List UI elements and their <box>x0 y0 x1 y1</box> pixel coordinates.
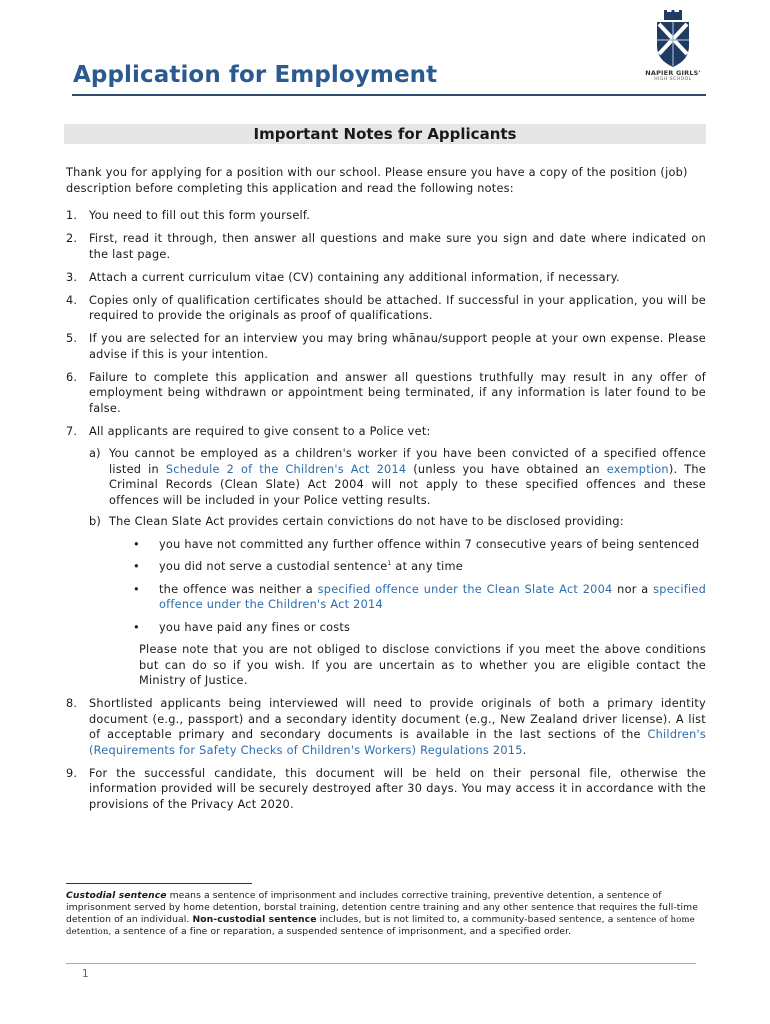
item-text: You need to fill out this form yourself. <box>89 209 311 222</box>
school-crest-icon <box>653 10 693 68</box>
list-item <box>66 208 706 224</box>
footnote-text: a sentence of a fine or reparation, a suspended sentence of imprisonment, and a specified order. <box>111 926 572 937</box>
footnote-text: includes, but is not limited to, a community-based sentence, a <box>316 914 617 925</box>
list-item <box>66 370 706 417</box>
item-number: 5. <box>66 332 78 345</box>
logo-school-name: NAPIER GIRLS' <box>645 69 701 77</box>
item-number: 7. <box>66 424 78 438</box>
list-item <box>66 331 706 362</box>
item-text: Copies only of qualification certificates should be attached. If successful in your application, you will be required to provide the originals as proof of qualifications. <box>89 293 706 322</box>
bullet-text: the offence was neither a <box>159 582 318 596</box>
page-footer-divider <box>66 963 696 964</box>
bullet-icon: • <box>133 620 140 634</box>
item-number: 3. <box>66 270 78 284</box>
police-vet-sublist <box>89 446 706 689</box>
exemption-link[interactable]: exemption <box>606 462 669 476</box>
list-item-privacy <box>66 766 706 813</box>
item-text: For the successful candidate, this document will be held on their personal file, otherwise the information provided will be securely destroyed after 30 days. You may access it in accordance with the provisions of the Privacy Act 2020. <box>89 766 706 811</box>
page-number: 1 <box>82 968 89 980</box>
item-number: 1. <box>66 209 78 222</box>
list-item <box>66 270 706 286</box>
footnote-marker[interactable]: 1 <box>387 560 392 568</box>
safety-checks-regulations-link[interactable]: Children's (Requirements for Safety Checks of Children's Workers) Regulations 2015 <box>89 728 706 757</box>
list-item <box>66 293 706 324</box>
disclosure-note: Please note that you are not obliged to disclose convictions if you meet the above conditions but can do so if you wish. If you are uncertain as to whether you are eligible contact the Ministry of Justice. <box>139 643 706 687</box>
bullet-item <box>109 559 706 575</box>
bullet-text: you have not committed any further offence within 7 consecutive years of being sentenced <box>159 537 700 551</box>
sub-item-text: ). The Criminal Records (Clean Slate) Act 2004 will not apply to these specified offences and these offences will be included in your Police vetting results. <box>109 462 706 507</box>
notes-content <box>66 165 706 820</box>
sub-item-text: The Clean Slate Act provides certain convictions do not have to be disclosed providing: <box>109 515 624 528</box>
list-item-identity-documents <box>66 696 706 758</box>
item-text: Failure to complete this application and answer all questions truthfully may result in any offer of employment being withdrawn or appointment being terminated, if any information is later found to be false. <box>89 370 706 415</box>
bullet-text: at any time <box>391 560 463 573</box>
footnote-text: sentence of home detention, <box>66 915 695 937</box>
page-title: Application for Employment <box>73 62 438 88</box>
sub-item-letter: b) <box>89 515 102 528</box>
bullet-item <box>109 537 706 553</box>
bullet-icon: • <box>133 560 140 573</box>
clean-slate-conditions <box>109 537 706 636</box>
bullet-text: you did not serve a custodial sentence <box>159 560 388 573</box>
notes-heading: Important Notes for Applicants <box>64 124 706 144</box>
list-item-police-vet <box>66 424 706 689</box>
item-text: Shortlisted applicants being interviewed will need to provide originals of both a primary identity document (e.g., passport) and a secondary identity document (e.g., New Zealand driver license). A list of acceptable primary and secondary documents is available in the last sections of the <box>89 697 706 741</box>
footnote-term: Non-custodial sentence <box>192 914 317 925</box>
item-text: Attach a current curriculum vitae (CV) containing any additional information, if necessary. <box>89 270 620 284</box>
item-number: 4. <box>66 293 78 307</box>
notes-list <box>66 208 706 812</box>
footnote-term: Custodial sentence <box>66 890 167 901</box>
item-text: If you are selected for an interview you may bring whānau/support people at your own expense. Please advise if this is your intention. <box>89 332 706 361</box>
bullet-icon: • <box>133 582 140 596</box>
item-text: All applicants are required to give consent to a Police vet: <box>89 424 431 438</box>
sub-item-b <box>89 514 706 689</box>
item-number: 2. <box>66 232 78 245</box>
intro-paragraph: Thank you for applying for a position with our school. Please ensure you have a copy of the position (job) description before completing this application and read the following notes: <box>66 166 688 195</box>
childrens-act-specified-offence-link[interactable]: specified offence under the Children's Act 2014 <box>159 582 706 611</box>
sub-item-text: (unless you have obtained an <box>406 462 607 476</box>
footnote-text: means a sentence of imprisonment and includes corrective training, preventive detention, a sentence of imprisonment served by home detention, borstal training, detention centre training and any other sentence that requires the full-time detention of an individual. <box>66 890 698 925</box>
title-divider <box>72 94 706 96</box>
bullet-item <box>109 620 706 636</box>
footnote-divider <box>66 883 252 884</box>
logo-school-sub: HIGH SCHOOL <box>654 77 692 82</box>
item-number: 6. <box>66 370 78 384</box>
list-item <box>66 231 706 262</box>
item-number: 8. <box>66 697 78 710</box>
bullet-icon: • <box>133 537 140 551</box>
sub-item-letter: a) <box>89 447 101 460</box>
footnote <box>66 890 706 938</box>
sub-item-text: You cannot be employed as a children's worker if you have been convicted of a specified offence listed in <box>109 447 706 476</box>
sub-item-a <box>89 446 706 508</box>
schedule-2-childrens-act-link[interactable]: Schedule 2 of the Children's Act 2014 <box>165 462 407 476</box>
bullet-text: nor a <box>612 582 654 596</box>
school-logo <box>640 10 706 90</box>
item-number: 9. <box>66 766 78 780</box>
item-text: . <box>522 743 527 757</box>
item-text: First, read it through, then answer all questions and make sure you sign and date where indicated on the last page. <box>89 232 706 261</box>
bullet-text: you have paid any fines or costs <box>159 620 351 634</box>
bullet-item <box>109 582 706 613</box>
clean-slate-act-link[interactable]: specified offence under the Clean Slate Act 2004 <box>317 582 613 596</box>
